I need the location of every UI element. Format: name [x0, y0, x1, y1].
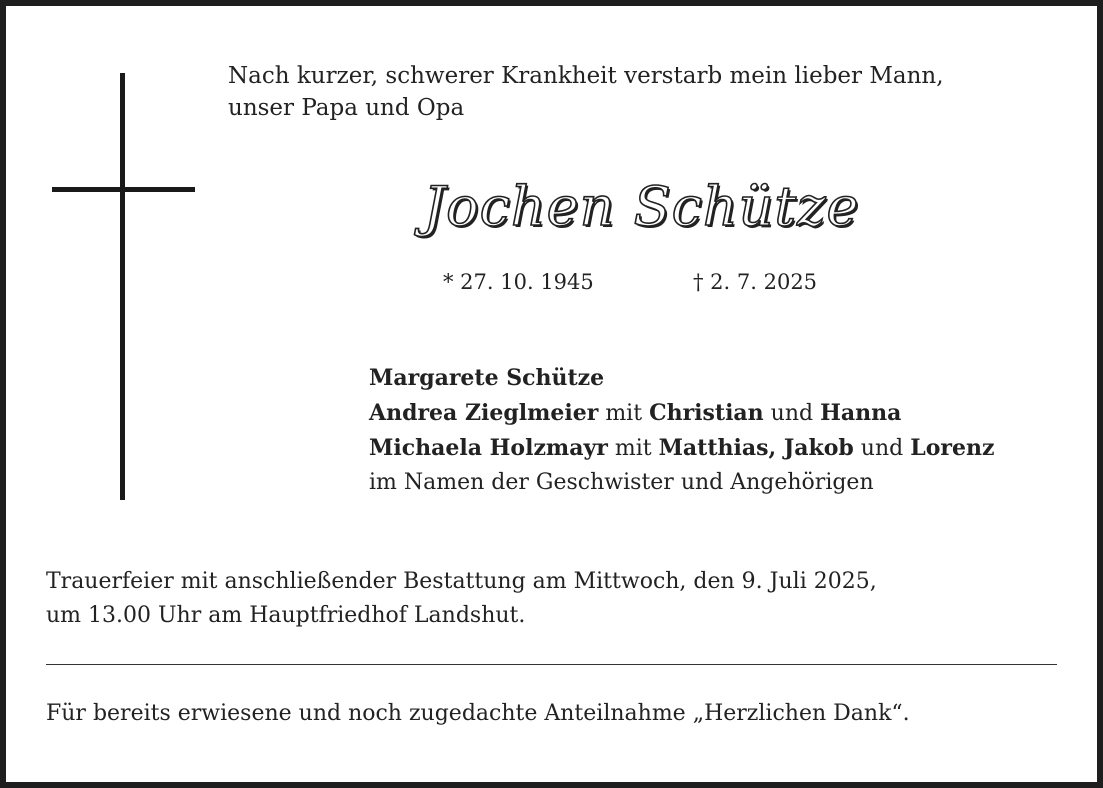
mourner-name: Matthias, Jakob — [658, 435, 854, 461]
mourner-name: Andrea Zieglmeier — [369, 400, 599, 426]
mourner-name: Margarete Schütze — [369, 365, 605, 391]
mourners-list — [369, 361, 994, 500]
birth-date: * 27. 10. 1945 — [443, 270, 594, 294]
mourner-line-4: im Namen der Geschwister und Angehörigen — [369, 470, 874, 495]
cross-icon-vertical — [120, 73, 125, 500]
intro-line-2: unser Papa und Opa — [228, 95, 465, 121]
mourner-name: Hanna — [820, 400, 902, 426]
mourner-line-1 — [369, 361, 994, 396]
mourner-name: Christian — [649, 400, 764, 426]
connector-text: und — [763, 401, 821, 426]
connector-text: und — [853, 436, 911, 461]
mourner-name: Lorenz — [910, 435, 995, 461]
mourner-line-3 — [369, 431, 994, 466]
connector-text: mit — [598, 401, 650, 426]
mourner-line-2 — [369, 396, 994, 431]
intro-line-1: Nach kurzer, schwerer Krankheit verstarb mein lieber Mann, — [228, 63, 944, 89]
thanks-text: Für bereits erwiesene und noch zugedachte Anteilnahme „Herzlichen Dank“. — [46, 701, 910, 726]
funeral-line-1: Trauerfeier mit anschließender Bestattung am Mittwoch, den 9. Juli 2025, — [46, 569, 877, 594]
divider — [46, 664, 1057, 665]
mourner-name: Michaela Holzmayr — [369, 435, 608, 461]
deceased-name: Jochen Schütze — [423, 175, 860, 238]
intro-text — [228, 60, 1068, 124]
death-date: † 2. 7. 2025 — [693, 270, 818, 294]
connector-text: mit — [607, 436, 659, 461]
funeral-line-2: um 13.00 Uhr am Hauptfriedhof Landshut. — [46, 603, 526, 628]
funeral-info — [46, 565, 877, 633]
